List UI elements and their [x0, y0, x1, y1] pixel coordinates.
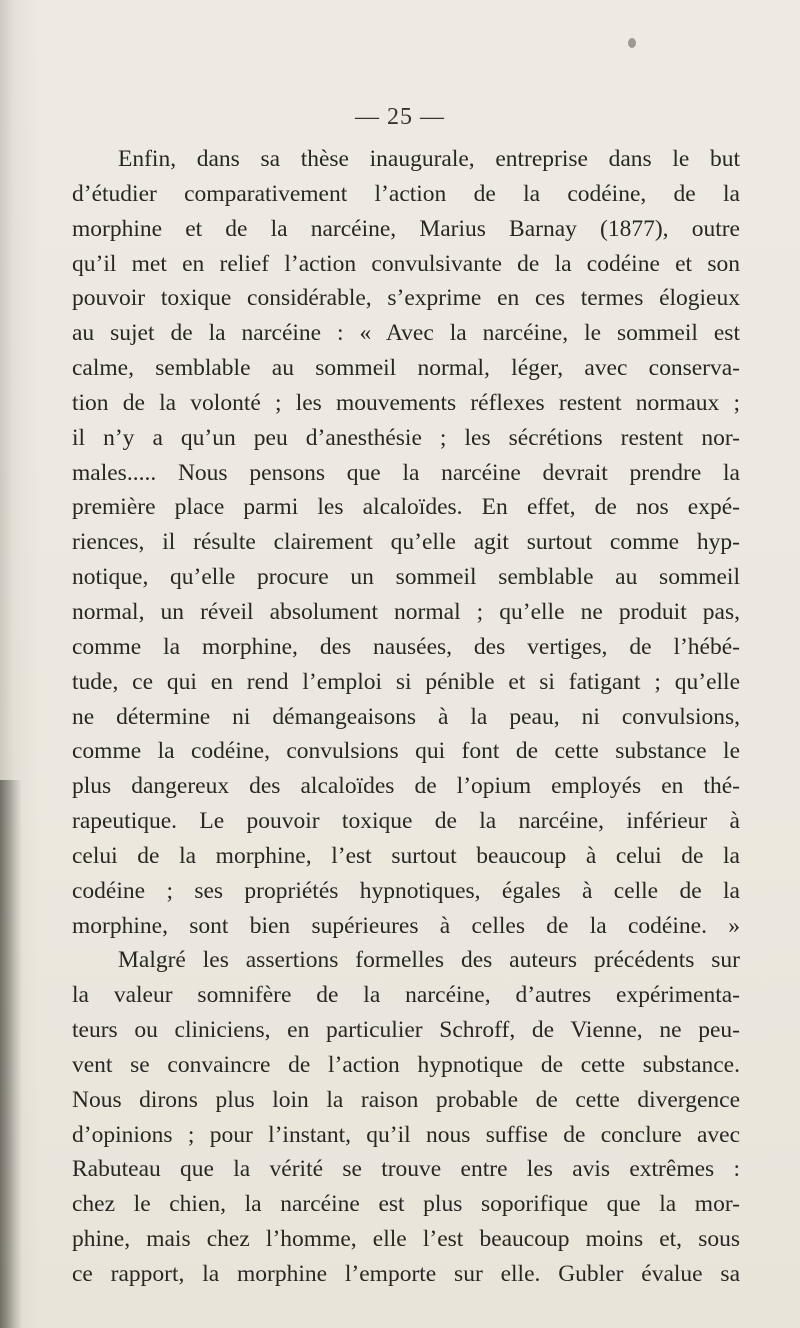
text-line: Rabuteau que la vérité se trouve entre les avis extrêmes :	[72, 1156, 740, 1183]
text-line: d’opinions ; pour l’instant, qu’il nous suffise de conclure avec	[72, 1121, 740, 1148]
text-line: Enfin, dans sa thèse inaugurale, entreprise dans le but	[118, 146, 740, 172]
text-line: codéine ; ses propriétés hypnotiques, égales à celle de la	[72, 877, 740, 904]
text-line: il n’y a qu’un peu d’anesthésie ; les sécrétions restent nor-	[72, 424, 740, 451]
text-line: comme la codéine, convulsions qui font de cette substance le	[72, 738, 740, 765]
text-line: teurs ou cliniciens, en particulier Schroff, de Vienne, ne peu-	[72, 1017, 740, 1044]
text-line: calme, semblable au sommeil normal, léger, avec conserva-	[72, 355, 740, 382]
text-line: d’étudier comparativement l’action de la codéine, de la	[72, 180, 740, 207]
text-line: morphine et de la narcéine, Marius Barnay (1877), outre	[72, 215, 740, 242]
text-line: la valeur somnifère de la narcéine, d’autres expérimenta-	[72, 982, 740, 1009]
text-line: phine, mais chez l’homme, elle l’est beaucoup moins et, sous	[72, 1226, 740, 1253]
text-line: vent se convaincre de l’action hypnotique de cette substance.	[72, 1051, 740, 1078]
text-line: tion de la volonté ; les mouvements réflexes restent normaux ;	[72, 389, 740, 416]
text-line: notique, qu’elle procure un sommeil semblable au sommeil	[72, 564, 740, 591]
text-line: première place parmi les alcaloïdes. En effet, de nos expé-	[72, 494, 740, 521]
text-line: males..... Nous pensons que la narcéine devrait prendre la	[72, 459, 740, 486]
body-text	[72, 142, 740, 1292]
text-line: rapeutique. Le pouvoir toxique de la narcéine, inférieur à	[72, 808, 740, 835]
text-line: tude, ce qui en rend l’emploi si pénible et si fatigant ; qu’elle	[72, 668, 740, 695]
text-line: normal, un réveil absolument normal ; qu’elle ne produit pas,	[72, 598, 740, 625]
text-line: riences, il résulte clairement qu’elle agit surtout comme hyp-	[72, 529, 740, 556]
text-line: Malgré les assertions formelles des auteurs précédents sur	[118, 947, 740, 974]
paper-spot	[628, 38, 636, 48]
page-number: — 25 —	[355, 104, 445, 130]
text-line: Nous dirons plus loin la raison probable de cette divergence	[72, 1086, 740, 1113]
text-line: ne détermine ni démangeaisons à la peau, ni convulsions,	[72, 703, 740, 730]
binding-shadow	[0, 780, 22, 1328]
text-line: celui de la morphine, l’est surtout beaucoup à celui de la	[72, 842, 740, 869]
text-line: chez le chien, la narcéine est plus soporifique que la mor-	[72, 1191, 740, 1218]
text-line: ce rapport, la morphine l’emporte sur elle. Gubler évalue sa	[72, 1261, 740, 1287]
text-line: morphine, sont bien supérieures à celles de la codéine. »	[72, 912, 740, 939]
text-line: plus dangereux des alcaloïdes de l’opium employés en thé-	[72, 773, 740, 800]
text-line: comme la morphine, des nausées, des vertiges, de l’hébé-	[72, 633, 740, 660]
text-line: qu’il met en relief l’action convulsivante de la codéine et son	[72, 250, 740, 277]
text-line: au sujet de la narcéine : « Avec la narcéine, le sommeil est	[72, 320, 740, 347]
text-line: pouvoir toxique considérable, s’exprime en ces termes élogieux	[72, 285, 740, 312]
